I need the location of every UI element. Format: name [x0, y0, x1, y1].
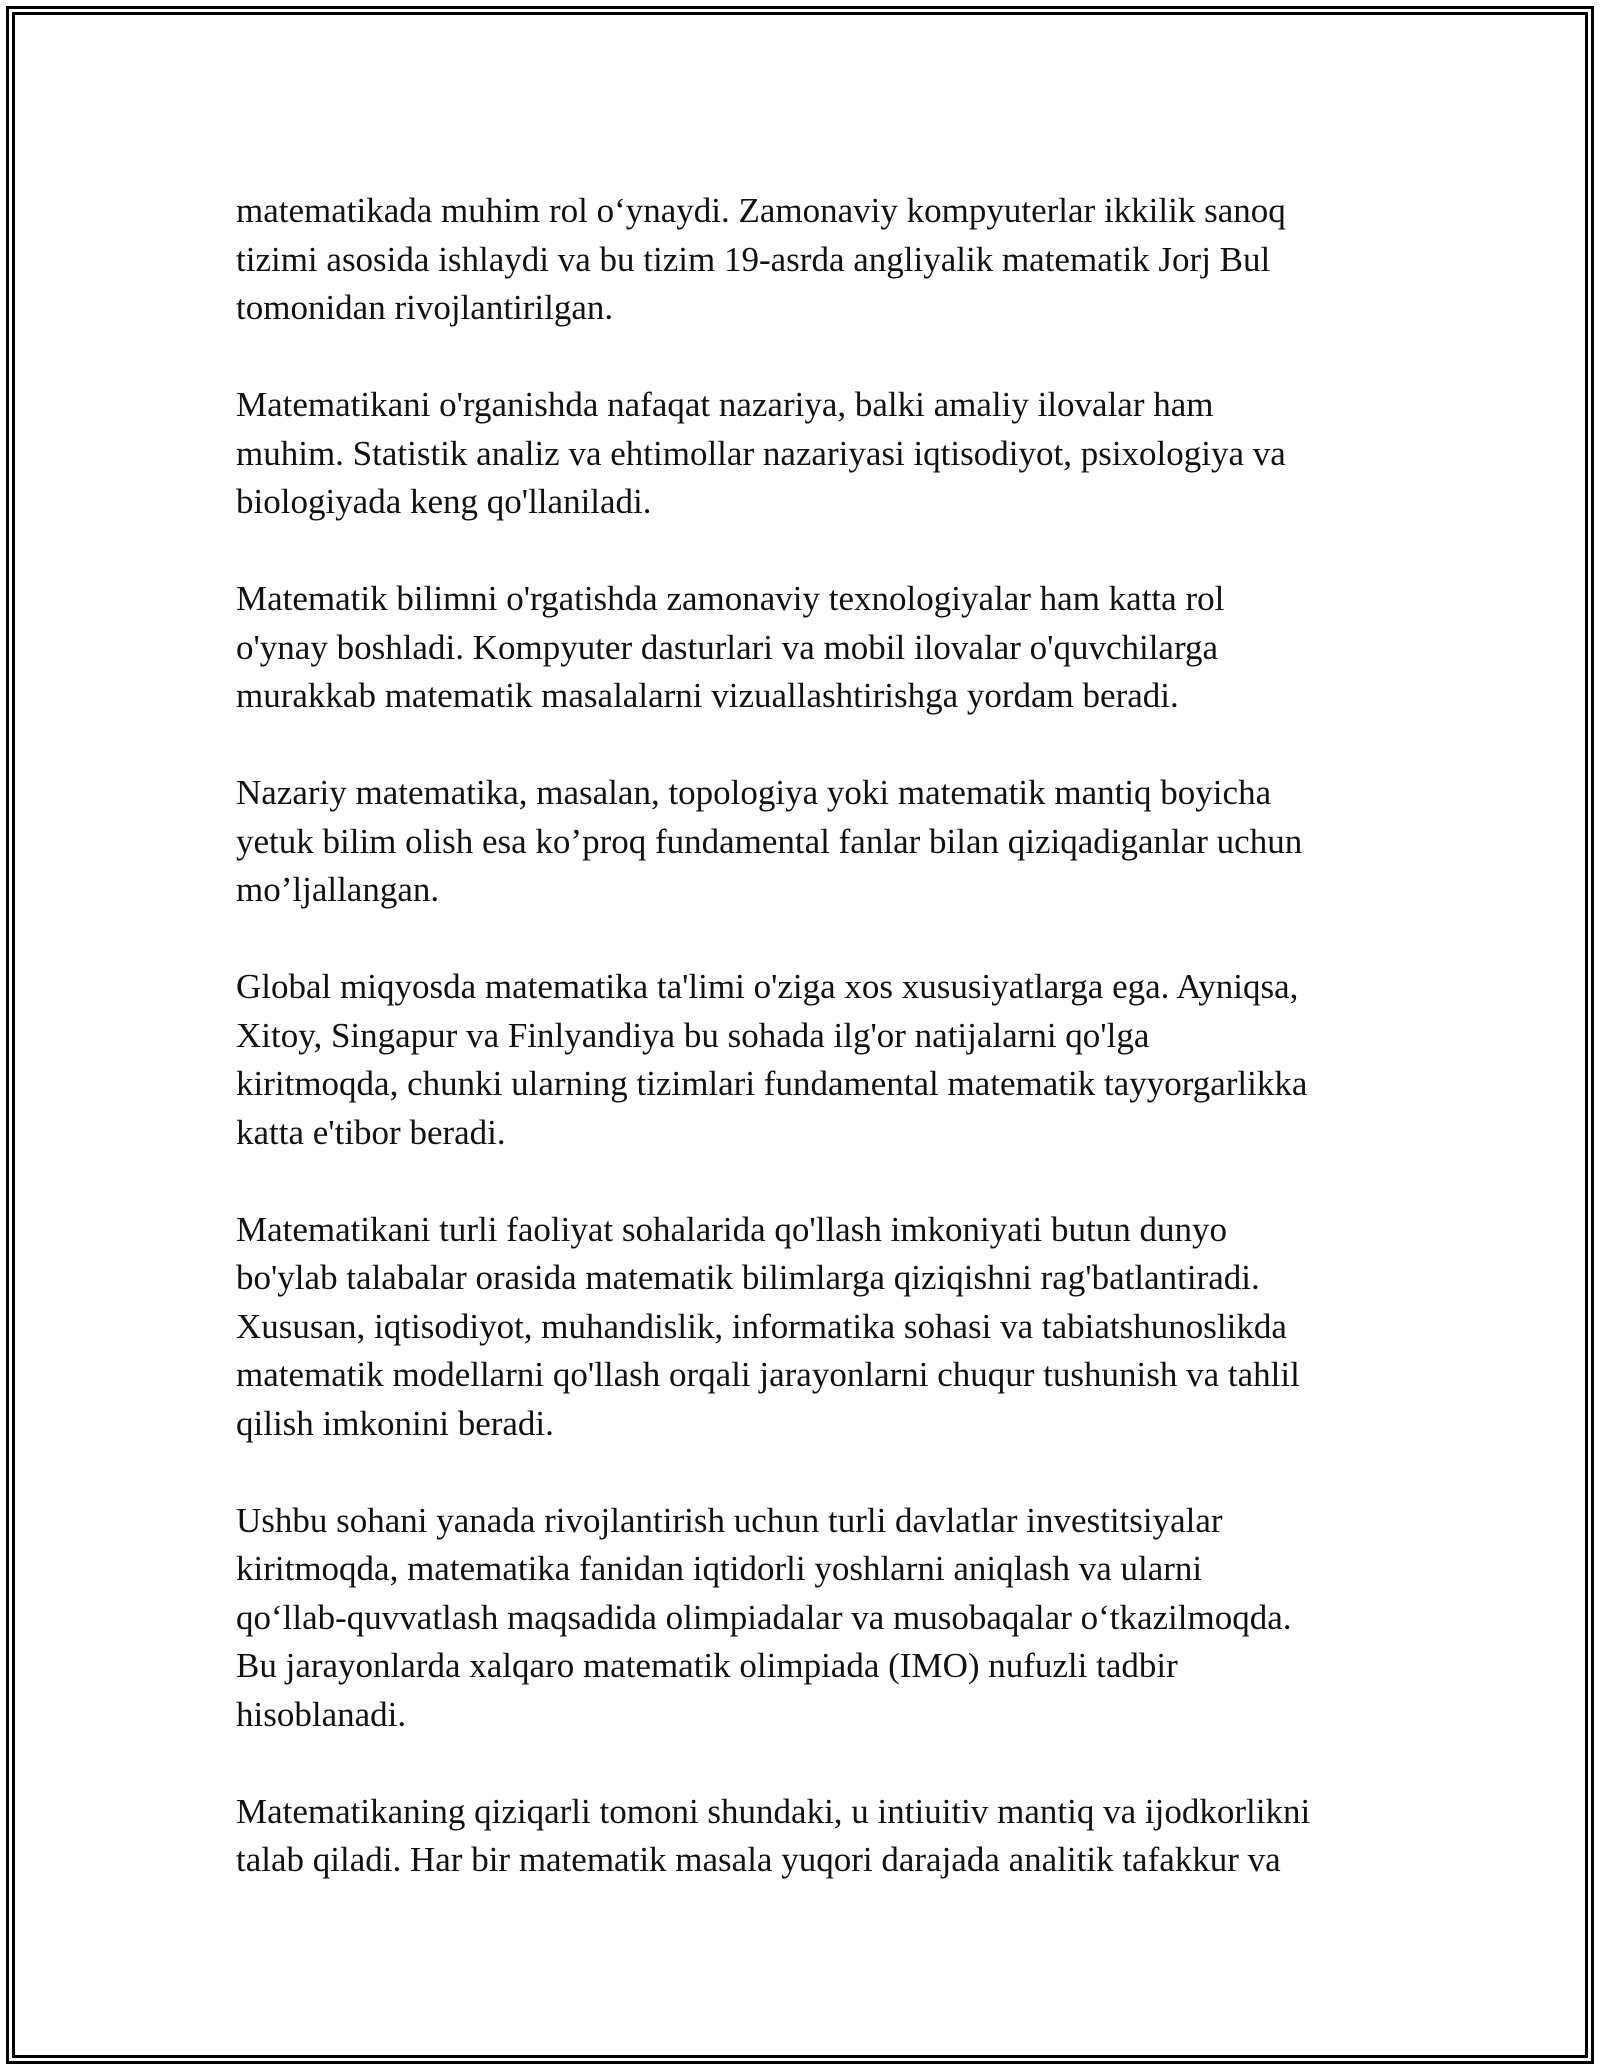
text-line: tizimi asosida ishlaydi va bu tizim 19-asrda angliyalik matematik Jorj Bul — [236, 239, 1271, 279]
text-line: Matematikani o'rganishda nafaqat nazariya, balki amaliy ilovalar ham — [236, 385, 1214, 424]
text-line: murakkab matematik masalalarni vizuallashtirishga yordam beradi. — [236, 676, 1179, 715]
text-line: tomonidan rivojlantirilgan. — [236, 288, 614, 327]
text-line: Matematikani turli faoliyat sohalarida qo'llash imkoniyati butun dunyo — [236, 1209, 1227, 1249]
text-line: Xususan, iqtisodiyot, muhandislik, informatika sohasi va tabiatshunoslikda — [236, 1306, 1287, 1346]
text-line: qo‘llab-quvvatlash maqsadida olimpiadalar va musobaqalar o‘tkazilmoqda. — [236, 1597, 1292, 1637]
text-line: katta e'tibor beradi. — [236, 1112, 506, 1152]
text-line: Nazariy matematika, masalan, topologiya yoki matematik mantiq boyicha — [236, 773, 1272, 812]
paragraph-1 — [236, 187, 1356, 333]
text-line: biologiyada keng qo'llaniladi. — [236, 482, 652, 521]
paragraph-3 — [236, 575, 1356, 721]
text-line: Ushbu sohani yanada rivojlantirish uchun turli davlatlar investitsiyalar — [236, 1500, 1223, 1540]
text-line: Bu jarayonlarda xalqaro matematik olimpiada (IMO) nufuzli tadbir — [236, 1646, 1178, 1685]
text-line: matematik modellarni qo'llash orqali jarayonlarni chuqur tushunish va tahlil — [236, 1355, 1300, 1394]
text-line: matematikada muhim rol o‘ynaydi. Zamonaviy kompyuterlar ikkilik sanoq — [236, 191, 1286, 230]
text-line: Matematik bilimni o'rgatishda zamonaviy texnologiyalar ham katta rol — [236, 579, 1225, 618]
text-line: mo’ljallangan. — [236, 870, 440, 909]
text-line: yetuk bilim olish esa ko’proq fundamental fanlar bilan qiziqadiganlar uchun — [236, 821, 1303, 861]
document-body — [236, 187, 1356, 1933]
paragraph-2 — [236, 381, 1356, 527]
text-line: Matematikaning qiziqarli tomoni shundaki, u intiuitiv mantiq va ijodkorlikni — [236, 1791, 1311, 1831]
paragraph-4 — [236, 769, 1356, 915]
text-line: o'ynay boshladi. Kompyuter dasturlari va mobil ilovalar o'quvchilarga — [236, 627, 1219, 667]
text-line: kiritmoqda, matematika fanidan iqtidorli yoshlarni aniqlash va ularni — [236, 1549, 1203, 1588]
text-line: bo'ylab talabalar orasida matematik bilimlarga qiziqishni rag'batlantiradi. — [236, 1258, 1260, 1297]
text-line: Xitoy, Singapur va Finlyandiya bu sohada ilg'or natijalarni qo'lga — [236, 1015, 1150, 1055]
paragraph-5 — [236, 963, 1356, 1157]
text-line: kiritmoqda, chunki ularning tizimlari fundamental matematik tayyorgarlikka — [236, 1064, 1308, 1103]
paragraph-7 — [236, 1497, 1356, 1740]
text-line: hisoblanadi. — [236, 1694, 407, 1734]
paragraph-8 — [236, 1788, 1356, 1885]
paragraph-6 — [236, 1206, 1356, 1449]
text-line: talab qiladi. Har bir matematik masala yuqori darajada analitik tafakkur va — [236, 1840, 1281, 1879]
text-line: Global miqyosda matematika ta'limi o'ziga xos xususiyatlarga ega. Ayniqsa, — [236, 967, 1299, 1006]
text-line: qilish imkonini beradi. — [236, 1403, 554, 1443]
text-line: muhim. Statistik analiz va ehtimollar nazariyasi iqtisodiyot, psixologiya va — [236, 433, 1286, 473]
